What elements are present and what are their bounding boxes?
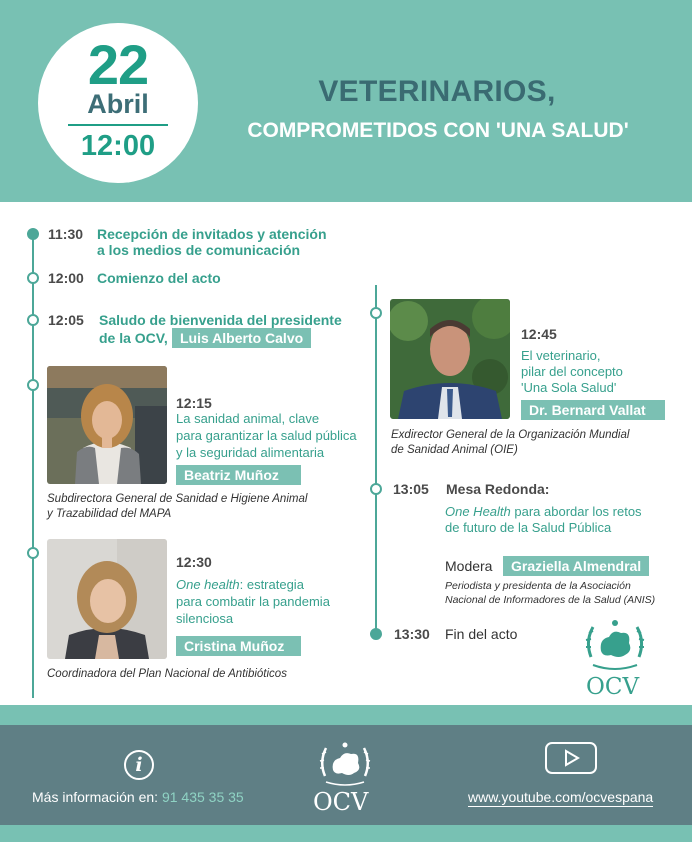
timeline-dot — [370, 307, 382, 319]
item-time: 13:30 — [394, 626, 430, 642]
item-text-line1: Saludo de bienvenida del presidente — [99, 312, 342, 328]
date-circle — [38, 23, 198, 183]
item-text-line2: de la OCV, — [99, 330, 168, 346]
talk-title-line3: y la seguridad alimentaria — [176, 445, 325, 460]
event-time: 12:00 — [80, 130, 156, 162]
timeline-dot — [370, 483, 382, 495]
speaker-role: Coordinadora del Plan Nacional de Antibióticos — [47, 668, 287, 680]
item-text: Fin del acto — [445, 626, 518, 642]
timeline-dot — [27, 314, 39, 326]
talk-title-rest: : estrategia — [239, 577, 304, 592]
timeline-right — [375, 285, 377, 635]
roundtable-title: Mesa Redonda: — [446, 481, 550, 497]
event-month: Abril — [87, 89, 149, 119]
item-text-line1: Recepción de invitados y atención — [97, 226, 327, 242]
item-time: 12:45 — [521, 326, 557, 342]
footer-contact — [32, 789, 244, 805]
speaker-name-badge: Beatriz Muñoz — [176, 465, 301, 485]
item-time: 13:05 — [393, 481, 429, 497]
roundtable-topic-italic: One Health — [445, 504, 511, 519]
event-title-line1: VETERINARIOS, — [318, 75, 556, 108]
talk-title-line1: El veterinario, — [521, 348, 601, 363]
speaker-name-badge: Cristina Muñoz — [176, 636, 301, 656]
item-text: Comienzo del acto — [97, 270, 221, 286]
timeline-dot — [370, 628, 382, 640]
info-icon: i — [124, 750, 154, 780]
moderator-label: Modera — [445, 558, 493, 574]
moderator-role-line2: Nacional de Informadores de la Salud (ANIS) — [445, 594, 656, 606]
timeline-dot — [27, 272, 39, 284]
speaker-role-line1: Exdirector General de la Organización Mundial — [391, 429, 630, 441]
speaker-name-badge: Dr. Bernard Vallat — [521, 400, 665, 420]
footer-strip — [0, 705, 692, 725]
speaker-name-badge: Luis Alberto Calvo — [172, 328, 311, 348]
speaker-photo-cristina — [47, 539, 167, 659]
item-time: 12:15 — [176, 395, 212, 411]
talk-title-line3: silenciosa — [176, 611, 234, 626]
timeline-dot — [27, 379, 39, 391]
timeline-dot — [27, 228, 39, 240]
roundtable-topic-line2: de futuro de la Salud Pública — [445, 520, 612, 535]
footer-ocv-logo-text: OCV — [313, 788, 369, 816]
youtube-link[interactable]: www.youtube.com/ocvespana — [468, 789, 654, 805]
event-title-line2: COMPROMETIDOS CON 'UNA SALUD' — [247, 119, 629, 142]
item-time: 12:00 — [48, 270, 84, 286]
timeline-left — [32, 231, 34, 698]
timeline-dot — [27, 547, 39, 559]
footer-ocv-emblem-icon — [317, 740, 373, 788]
roundtable-topic-rest: para abordar los retos — [510, 504, 642, 519]
contact-label: Más información en: — [32, 789, 159, 805]
moderator-role-line1: Periodista y presidenta de la Asociación — [445, 580, 631, 592]
talk-title-line1: La sanidad animal, clave — [176, 411, 320, 426]
youtube-play-icon[interactable] — [545, 742, 597, 774]
item-text-line2: a los medios de comunicación — [97, 242, 301, 258]
speaker-role-line2: de Sanidad Animal (OIE) — [391, 444, 518, 456]
speaker-role-line2: y Trazabilidad del MAPA — [47, 508, 172, 520]
roundtable-topic-line1 — [445, 504, 642, 520]
footer-bottom-strip — [0, 825, 692, 842]
speaker-role-line1: Subdirectora General de Sanidad e Higiene Animal — [47, 493, 308, 505]
speaker-photo-vallat — [390, 299, 510, 419]
talk-title-line2: pilar del concepto — [521, 364, 623, 379]
moderator-name-badge: Graziella Almendral — [503, 556, 649, 576]
talk-title-line3: 'Una Sola Salud' — [521, 380, 617, 395]
item-time: 12:05 — [48, 312, 84, 328]
date-divider — [68, 124, 168, 126]
event-day: 22 — [87, 33, 149, 96]
ocv-emblem-icon — [583, 617, 647, 675]
contact-phone[interactable]: 91 435 35 35 — [161, 789, 244, 805]
item-time: 12:30 — [176, 554, 212, 570]
talk-title-italic: One health — [176, 577, 240, 592]
talk-title-line1 — [176, 577, 304, 593]
ocv-logo-text: OCV — [586, 674, 640, 700]
talk-title-line2: para combatir la pandemia — [176, 594, 330, 609]
talk-title-line2: para garantizar la salud pública — [176, 428, 357, 443]
item-time: 11:30 — [48, 226, 84, 242]
speaker-photo-beatriz — [47, 366, 167, 484]
